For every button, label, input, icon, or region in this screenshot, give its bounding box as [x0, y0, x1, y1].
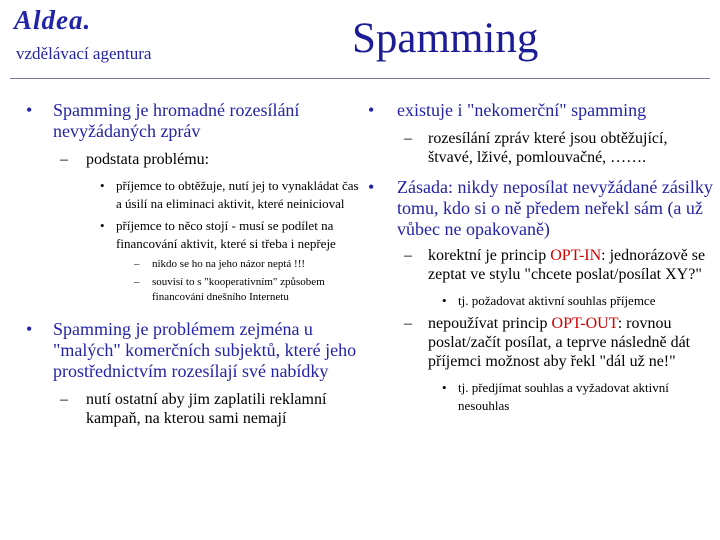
- bullet-text: nutí ostatní aby jim zaplatili reklamní kampaň, na kterou sami nemají: [86, 391, 327, 427]
- bullet-text: Zásada: nikdy neposílat nevyžádané zásilky tomu, kdo si o ně předem neřekl sám (a už vůbec ne opakovaně): [397, 177, 713, 239]
- bullet-text: rozesílání zpráv které jsou obtěžující, štvavé, lživé, pomlouvačné, …….: [428, 130, 668, 166]
- bullet-level2: [368, 129, 713, 167]
- right-column: [368, 100, 713, 419]
- bullet-text-pre: korektní je princip: [428, 247, 551, 264]
- bullet-level2: [368, 314, 713, 371]
- dash-marker: –: [60, 151, 68, 168]
- dash-marker: –: [404, 130, 412, 147]
- bullet-level1: [26, 100, 366, 142]
- bullet-level1: [26, 319, 366, 382]
- bullet-level1: [368, 100, 713, 121]
- bullet-level2: [26, 390, 366, 428]
- bullet-text: tj. požadovat aktivní souhlas příjemce: [458, 293, 656, 308]
- dash-marker: –: [404, 315, 412, 332]
- dash-marker: –: [404, 247, 412, 264]
- bullet-marker: •: [368, 177, 375, 197]
- bullet-text: Spamming je hromadné rozesílání nevyžádaných zpráv: [53, 100, 300, 141]
- dash-marker: –: [134, 276, 140, 288]
- bullet-text: tj. předjímat souhlas a vyžadovat aktivní nesouhlas: [458, 380, 669, 413]
- opt-in-keyword: OPT-IN: [550, 247, 602, 264]
- bullet-level1: [368, 177, 713, 240]
- left-column: [26, 100, 366, 436]
- bullet-text: existuje i "nekomerční" spamming: [397, 100, 647, 120]
- bullet-marker: •: [100, 218, 105, 233]
- bullet-level3: [26, 177, 366, 213]
- bullet-marker: •: [442, 380, 447, 395]
- opt-out-keyword: OPT-OUT: [551, 315, 618, 332]
- dash-marker: –: [60, 391, 68, 408]
- dash-marker: –: [134, 258, 140, 270]
- bullet-text-post: : jednorázově se zeptat ve stylu "chcete poslat/posílat XY?": [428, 247, 706, 283]
- bullet-text-post: : rovnou poslat/začít posílat, a teprve následně dát příjemci možnost aby řekl "dál už ne!": [428, 315, 691, 370]
- bullet-level3: [26, 217, 366, 253]
- bullet-text: příjemce to obtěžuje, nutí jej to vynakládat čas a úsilí na eliminaci aktivit, které neinicioval: [116, 178, 359, 211]
- bullet-level4: [26, 275, 366, 305]
- header-divider: [10, 78, 710, 79]
- bullet-level2: [26, 150, 366, 169]
- bullet-level4: [26, 257, 366, 272]
- slide-title: Spamming: [352, 15, 539, 62]
- bullet-text: podstata problému:: [86, 151, 210, 168]
- bullet-text: souvisí to s "kooperativním" způsobem financování dnešního Internetu: [152, 276, 325, 303]
- bullet-text: nikdo se ho na jeho názor neptá !!!: [152, 258, 306, 270]
- bullet-text-pre: nepoužívat princip: [428, 315, 552, 332]
- logo: Aldea.: [14, 5, 92, 35]
- bullet-text: Spamming je problémem zejména u "malých" komerčních subjektů, které jeho prostřednictvím rozesílají své nabídky: [53, 319, 357, 381]
- bullet-marker: •: [100, 178, 105, 193]
- subtitle: vzdělávací agentura: [16, 44, 152, 63]
- bullet-marker: •: [368, 100, 375, 120]
- bullet-level3: [368, 292, 713, 310]
- bullet-level2: [368, 246, 713, 284]
- bullet-marker: •: [26, 319, 33, 339]
- bullet-text: příjemce to něco stojí - musí se podílet na financování aktivit, které si třeba i nepřeje: [116, 218, 336, 251]
- bullet-marker: •: [26, 100, 33, 120]
- bullet-marker: •: [442, 293, 447, 308]
- bullet-level3: [368, 379, 713, 415]
